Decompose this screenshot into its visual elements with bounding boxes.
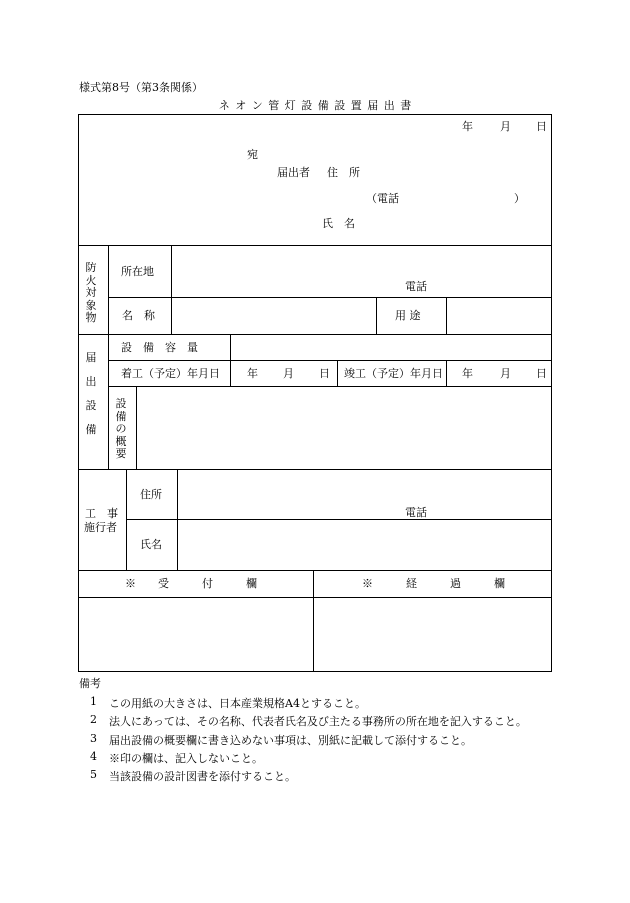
note-text: 届出設備の概要欄に書き込めない事項は、別紙に記載して添付すること。 [109, 734, 472, 747]
progress-column-label: ※ 経 過 欄 [362, 577, 505, 590]
divider [313, 570, 314, 672]
addressee-suffix: 宛 [247, 148, 258, 161]
divider [78, 245, 552, 246]
usage-label: 用 途 [395, 309, 421, 322]
form-number: 様式第8号（第3条関係） [79, 81, 203, 94]
completion-date-month: 月 [500, 367, 511, 380]
contractor-section-label-2: 施行者 [84, 521, 117, 534]
divider [108, 360, 552, 361]
divider [126, 519, 552, 520]
divider [337, 360, 338, 386]
note-text: ※印の欄は、記入しないこと。 [109, 752, 263, 765]
start-date-year: 年 [247, 367, 258, 380]
completion-date-year: 年 [462, 367, 473, 380]
note-number: 4 [90, 750, 97, 763]
capacity-label: 設 備 容 量 [121, 341, 198, 354]
contractor-name-label: 氏名 [140, 538, 162, 551]
divider [78, 469, 552, 470]
divider [446, 297, 447, 334]
applicant-name-label: 氏 名 [322, 217, 355, 230]
applicant-phone-close: ） [514, 192, 525, 205]
completion-date-label: 竣工（予定）年月日 [344, 367, 443, 380]
contractor-address-label: 住所 [140, 488, 162, 501]
note-number: 1 [90, 695, 97, 708]
location-label: 所在地 [121, 265, 154, 278]
note-text: 法人にあっては、その名称、代表者氏名及び主たる事務所の所在地を記入すること。 [109, 715, 527, 728]
header-date-year: 年 [462, 120, 473, 133]
equipment-section-label: 届出設備 [85, 351, 97, 436]
note-number: 2 [90, 713, 97, 726]
divider [108, 386, 552, 387]
applicant-address-label: 住 所 [327, 166, 360, 179]
note-text: この用紙の大きさは、日本産業規格A4とすること。 [109, 697, 366, 710]
divider [230, 360, 231, 386]
reception-column-label: ※ 受 付 欄 [125, 577, 257, 590]
divider [78, 334, 552, 335]
divider [108, 334, 109, 469]
divider [108, 297, 552, 298]
page-title: ネ オ ン 管 灯 設 備 設 置 届 出 書 [218, 99, 412, 112]
note-number: 3 [90, 732, 97, 745]
notes-heading: 備考 [79, 677, 101, 690]
location-phone-label: 電話 [405, 280, 427, 293]
contractor-section-label-1: 工 事 [85, 507, 118, 520]
divider [108, 245, 109, 334]
fire-target-section-label: 防火対象物 [85, 261, 97, 324]
fire-target-name-label: 名 称 [122, 309, 155, 322]
header-date-day: 日 [536, 120, 547, 133]
divider [230, 334, 231, 360]
applicant-phone-open: （電話 [366, 192, 399, 205]
overview-label: 設備の概要 [115, 397, 127, 460]
start-date-day: 日 [319, 367, 330, 380]
start-date-month: 月 [283, 367, 294, 380]
header-date-month: 月 [500, 120, 511, 133]
start-date-label: 着工（予定）年月日 [121, 367, 220, 380]
divider [446, 360, 447, 386]
divider [171, 245, 172, 334]
divider [78, 597, 552, 598]
divider [78, 570, 552, 571]
divider [376, 297, 377, 334]
completion-date-day: 日 [536, 367, 547, 380]
note-text: 当該設備の設計図書を添付すること。 [109, 770, 296, 783]
applicant-label: 届出者 [277, 166, 310, 179]
divider [136, 386, 137, 469]
note-number: 5 [90, 768, 97, 781]
contractor-phone-label: 電話 [405, 506, 427, 519]
